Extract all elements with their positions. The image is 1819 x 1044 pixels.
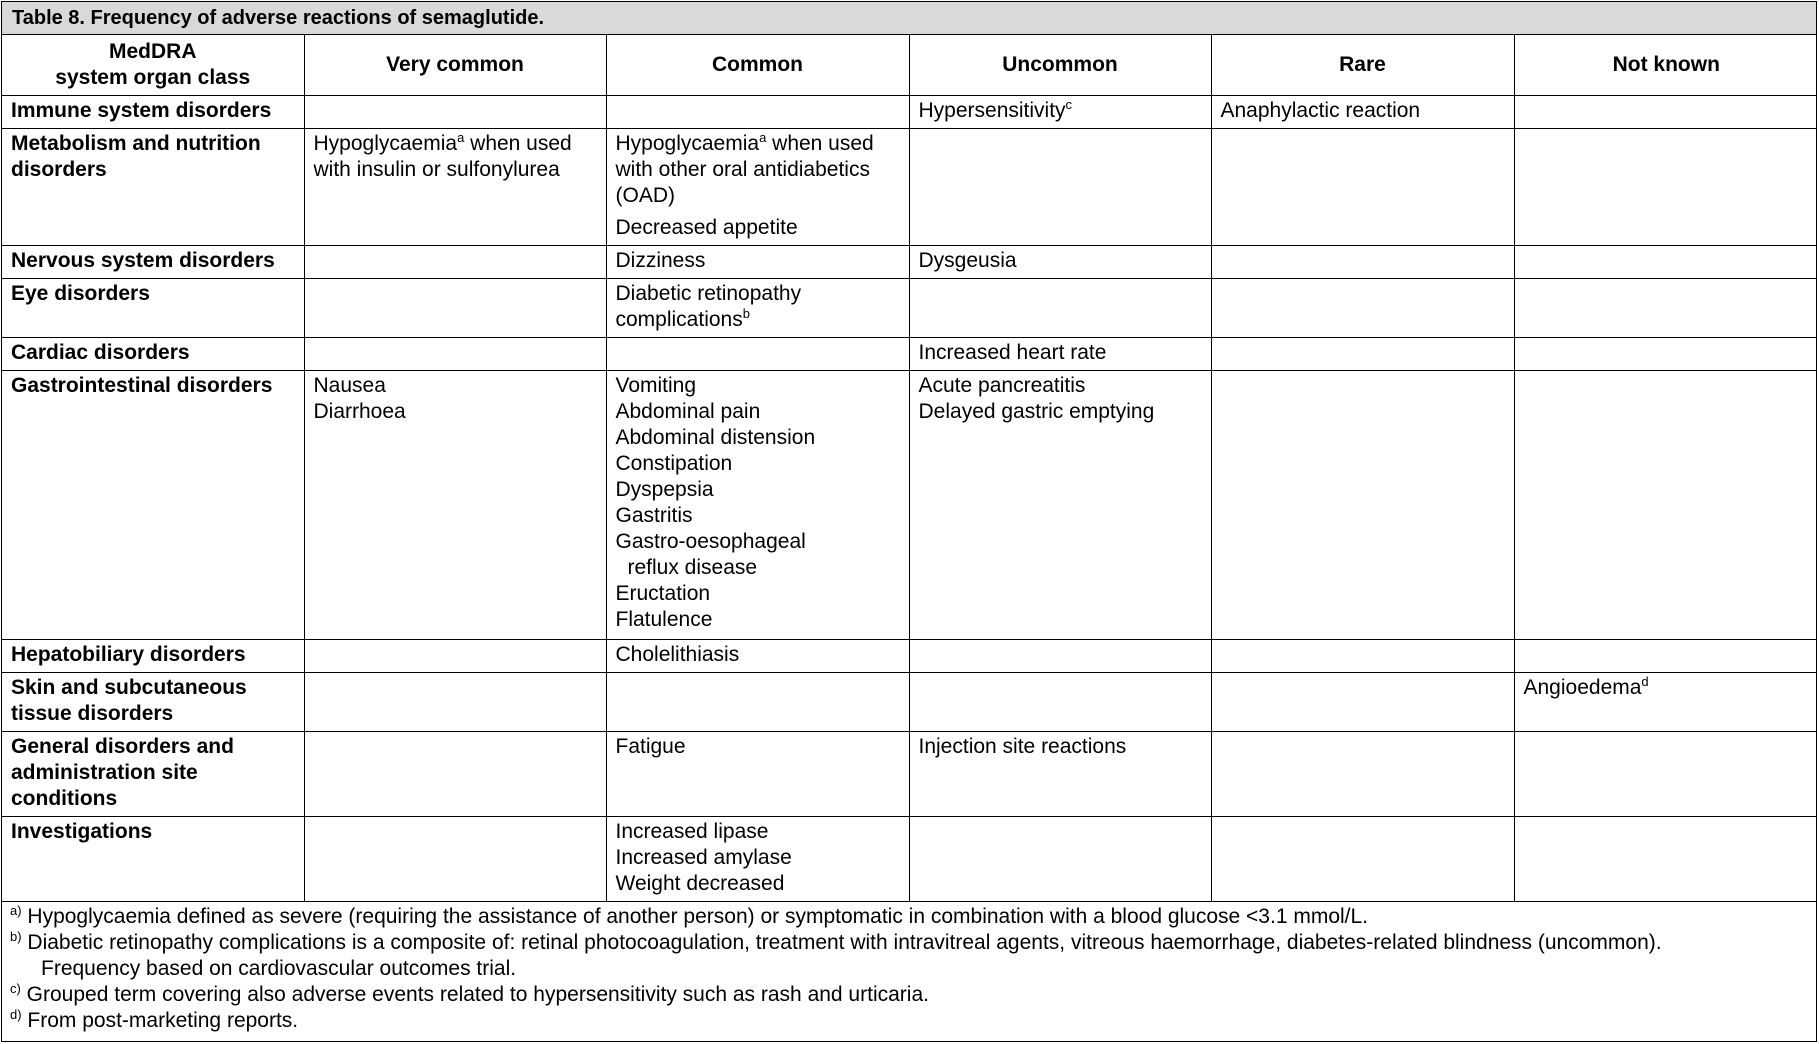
rare-cell xyxy=(1211,370,1514,639)
rare-cell xyxy=(1211,672,1514,731)
list-item: reflux disease xyxy=(627,555,758,579)
list-item: Dyspepsia xyxy=(615,477,714,501)
cell-text: General disorders and xyxy=(11,734,234,758)
header-soc xyxy=(2,35,304,95)
not-known-cell xyxy=(1514,245,1817,278)
uncommon-cell xyxy=(909,672,1211,731)
table-row-eye xyxy=(2,278,1817,337)
very-common-cell xyxy=(304,731,606,816)
list-item: Abdominal pain xyxy=(615,399,761,423)
table-row-metabolism xyxy=(2,128,1817,245)
common-cell: Dizziness xyxy=(606,245,909,278)
soc-cell xyxy=(2,731,304,816)
rare-cell xyxy=(1211,337,1514,370)
footnote-text: Hypoglycaemia defined as severe (requiring the assistance of another person) or symptomatic in combination with a blood glucose <3.1 mmol/L. xyxy=(21,904,1369,928)
cell-text: Skin and subcutaneous xyxy=(11,675,247,699)
cell-text: Diabetic retinopathy xyxy=(615,281,802,305)
list-item: Constipation xyxy=(615,451,733,475)
cell-text: conditions xyxy=(11,786,118,810)
soc-cell: Eye disorders xyxy=(2,278,304,337)
soc-cell: Nervous system disorders xyxy=(2,245,304,278)
rare-cell xyxy=(1211,639,1514,672)
table-row-investigations xyxy=(2,816,1817,901)
very-common-cell xyxy=(304,128,606,245)
cell-text: Hypersensitivity xyxy=(918,98,1066,122)
table-title: Table 8. Frequency of adverse reactions of semaglutide. xyxy=(2,2,1816,35)
common-cell: Cholelithiasis xyxy=(606,639,909,672)
soc-cell: Cardiac disorders xyxy=(2,337,304,370)
uncommon-cell xyxy=(909,278,1211,337)
very-common-cell xyxy=(304,370,606,639)
uncommon-cell xyxy=(909,128,1211,245)
uncommon-cell xyxy=(909,816,1211,901)
very-common-cell xyxy=(304,278,606,337)
footnote-b xyxy=(10,930,1806,956)
rare-cell xyxy=(1211,128,1514,245)
list-item: Increased lipase xyxy=(615,819,769,843)
not-known-cell xyxy=(1514,337,1817,370)
not-known-cell xyxy=(1514,278,1817,337)
list-item: Nausea xyxy=(313,373,386,397)
list-item: Delayed gastric emptying xyxy=(918,399,1155,423)
not-known-cell xyxy=(1514,639,1817,672)
header-common: Common xyxy=(606,35,909,95)
footnote-c xyxy=(10,982,1806,1008)
very-common-cell xyxy=(304,672,606,731)
list-item: Vomiting xyxy=(615,373,697,397)
soc-cell: Hepatobiliary disorders xyxy=(2,639,304,672)
table-row-nervous xyxy=(2,245,1817,278)
soc-cell: Gastrointestinal disorders xyxy=(2,370,304,639)
rare-cell xyxy=(1211,731,1514,816)
uncommon-cell xyxy=(909,639,1211,672)
list-item: Gastro-oesophageal xyxy=(615,529,806,553)
common-cell xyxy=(606,278,909,337)
very-common-cell xyxy=(304,245,606,278)
soc-cell: Investigations xyxy=(2,816,304,901)
very-common-cell xyxy=(304,95,606,128)
list-item: Acute pancreatitis xyxy=(918,373,1086,397)
list-item: Increased amylase xyxy=(615,845,792,869)
table-row-general xyxy=(2,731,1817,816)
table-row-gastro xyxy=(2,370,1817,639)
header-uncommon: Uncommon xyxy=(909,35,1211,95)
footnote-b-continued: Frequency based on cardiovascular outcomes trial. xyxy=(41,956,517,980)
very-common-cell xyxy=(304,639,606,672)
footnote-marker: c xyxy=(1065,96,1073,112)
footnote-marker: d) xyxy=(10,1006,22,1022)
common-cell xyxy=(606,128,909,245)
list-item: Weight decreased xyxy=(615,871,785,895)
footnotes xyxy=(2,902,1816,1038)
cell-text: when used with other oral antidiabetics (OAD) xyxy=(615,131,874,207)
common-cell: Fatigue xyxy=(606,731,909,816)
uncommon-cell: Dysgeusia xyxy=(909,245,1211,278)
cell-text: Angioedema xyxy=(1523,675,1642,699)
list-item: Gastritis xyxy=(615,503,693,527)
not-known-cell xyxy=(1514,672,1817,731)
uncommon-cell: Increased heart rate xyxy=(909,337,1211,370)
cell-text: Hypoglycaemia xyxy=(313,131,458,155)
common-cell xyxy=(606,816,909,901)
rare-cell xyxy=(1211,816,1514,901)
footnote-marker: a xyxy=(457,129,465,145)
common-cell xyxy=(606,95,909,128)
footnote-marker: d xyxy=(1641,673,1649,689)
uncommon-cell: Injection site reactions xyxy=(909,731,1211,816)
table-row-hepatobiliary xyxy=(2,639,1817,672)
soc-cell: Immune system disorders xyxy=(2,95,304,128)
common-cell xyxy=(606,337,909,370)
uncommon-cell xyxy=(909,370,1211,639)
footnote-marker: b) xyxy=(10,928,22,944)
common-cell xyxy=(606,672,909,731)
cell-text: when used with insulin or sulfonylurea xyxy=(313,131,572,181)
header-very-common: Very common xyxy=(304,35,606,95)
list-item: Abdominal distension xyxy=(615,425,816,449)
list-item: Diarrhoea xyxy=(313,399,406,423)
table-row-immune xyxy=(2,95,1817,128)
cell-text: Decreased appetite xyxy=(615,215,798,239)
adverse-reactions-table-container xyxy=(1,1,1817,1042)
list-item: Flatulence xyxy=(615,607,713,631)
not-known-cell xyxy=(1514,370,1817,639)
cell-text: Hypoglycaemia xyxy=(615,131,760,155)
list-item: Eructation xyxy=(615,581,711,605)
very-common-cell xyxy=(304,816,606,901)
header-rare: Rare xyxy=(1211,35,1514,95)
cell-text: administration site xyxy=(11,760,198,784)
cell-text: tissue disorders xyxy=(11,701,174,725)
footnote-marker: b xyxy=(742,305,750,321)
adverse-reactions-table xyxy=(2,35,1817,902)
footnote-text: Diabetic retinopathy complications is a composite of: retinal photocoagulation, treatment with intravitreal agents, vitreous haemorrhage, diabetes-related blindness (uncommon). xyxy=(21,930,1662,954)
footnote-a xyxy=(10,904,1806,930)
header-not-known: Not known xyxy=(1514,35,1817,95)
footnote-marker: a) xyxy=(10,902,22,918)
soc-cell: Metabolism and nutrition disorders xyxy=(2,128,304,245)
not-known-cell xyxy=(1514,816,1817,901)
footnote-marker: c) xyxy=(10,980,21,996)
table-row-skin xyxy=(2,672,1817,731)
very-common-cell xyxy=(304,337,606,370)
footnote-text: From post-marketing reports. xyxy=(21,1008,299,1032)
header-soc-line1: MedDRA xyxy=(109,39,197,63)
footnote-d xyxy=(10,1008,1806,1034)
footnote-marker: a xyxy=(759,129,767,145)
not-known-cell xyxy=(1514,731,1817,816)
header-row xyxy=(2,35,1817,95)
footnote-text: Grouped term covering also adverse events related to hypersensitivity such as rash and urticaria. xyxy=(20,982,929,1006)
not-known-cell xyxy=(1514,95,1817,128)
cell-text: complications xyxy=(615,307,743,331)
rare-cell xyxy=(1211,245,1514,278)
uncommon-cell xyxy=(909,95,1211,128)
not-known-cell xyxy=(1514,128,1817,245)
header-soc-line2: system organ class xyxy=(55,65,251,89)
table-row-cardiac xyxy=(2,337,1817,370)
common-cell xyxy=(606,370,909,639)
soc-cell xyxy=(2,672,304,731)
rare-cell: Anaphylactic reaction xyxy=(1211,95,1514,128)
rare-cell xyxy=(1211,278,1514,337)
